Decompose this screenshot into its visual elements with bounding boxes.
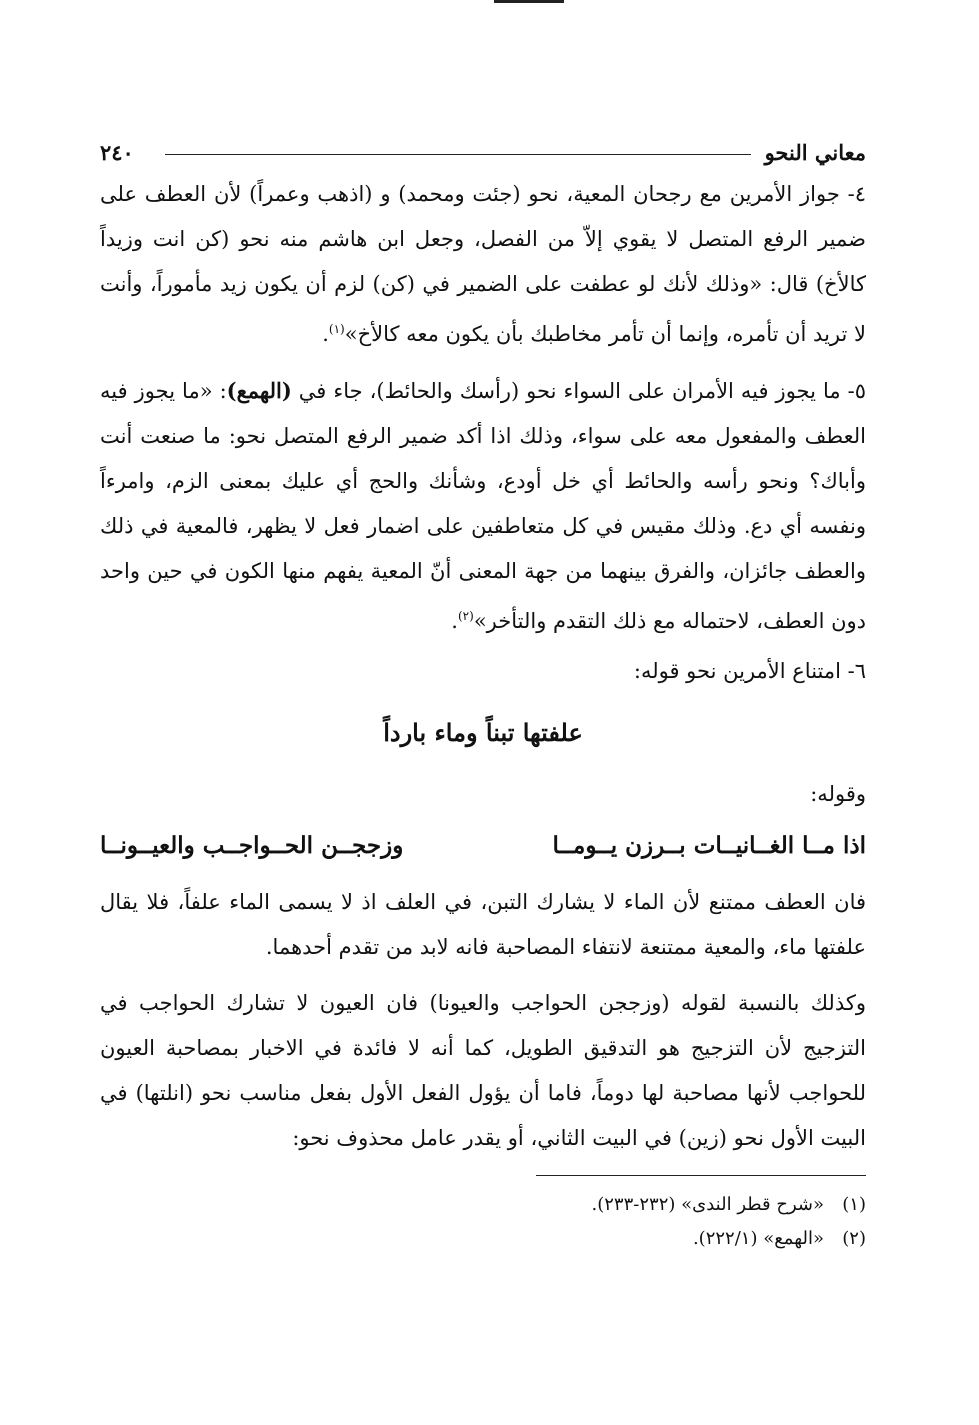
footnote-2-number: (٢) [842, 1228, 866, 1249]
paragraph-5-intro: ٥- ما يجوز فيه الأمران على السواء نحو (رأسك والحائط)، جاء في [291, 379, 867, 403]
header-rule [165, 154, 751, 155]
paragraph-8: وكذلك بالنسبة لقوله (وزججن الحواجب والعيونا) فان العيون لا تشارك الحواجب في التزجيج لأن التزجيج هو التدقيق الطويل، كما أنه لا فائدة في الاخبار بمصاحبة العيون للحواجب لأنها مصاحبة لها دوماً، فاما أن يؤول الفعل الأول بفعل مناسب نحو (انلتها) في البيت الأول نحو (زين) في البيت الثاني، أو يقدر عامل محذوف نحو: [100, 991, 866, 1150]
verse-2-second-hemistich: وزججــن الحــواجــب والعيــونــا [100, 832, 404, 859]
source-hama: (الهمع) [226, 378, 292, 403]
verse-2 [100, 822, 866, 870]
page-body [100, 138, 866, 1256]
footnote-ref-1: (١) [328, 322, 345, 336]
verse-2-first-hemistich: اذا مــا الغــانيــات بــرزن يــومــا [552, 832, 866, 859]
book-title: معاني النحو [764, 140, 866, 165]
footnote-1-text: «شرح قطر الندى» (٢٣٢-٢٣٣). [591, 1194, 824, 1215]
running-header [100, 138, 866, 172]
page-number: ٢٤٠ [100, 140, 134, 165]
qawluh-label: وقوله: [810, 782, 866, 806]
footnote-2-text: «الهمع» (٢٢٢/١). [692, 1228, 824, 1249]
footnote-1 [100, 1188, 866, 1222]
paragraph-4-text: ٤- جواز الأمرين مع رجحان المعية، نحو (جئت ومحمد) و (اذهب وعمراً) لأن العطف على ضمير الرفع المتصل لا يقوي إلاّ من الفصل، وجعل ابن هاشم منه نحو (كن انت وزيداً كالأخ) قال: «وذلك لأنك لو عطفت على الضمير في (كن) لزم أن يكون زيد مأموراً، وأنت لا تريد أن تأمره، وإنما أن تأمر مخاطبك بأن يكون معه كالأخ» [100, 182, 866, 346]
paragraph-5-body: : «ما يجوز فيه العطف والمفعول معه على سواء، وذلك اذا أكد ضمير الرفع المتصل نحو: ما صنعت أنت وأباك؟ ونحو رأسه والحائط أي خل أودع، وشأنك والحج أي عليك بمعنى الزم، وامرءاً ونفسه أي دع. وذلك مقيس في كل متعاطفين على اضمار فعل لا يظهر، فالمعية في ذلك والعطف جائزان، والفرق بينهما من جهة المعنى أنّ المعية يفهم منها الكون في حين واحد دون العطف، لاحتماله مع ذلك التقدم والتأخر» [100, 379, 867, 633]
footnote-2 [100, 1222, 866, 1256]
paragraph-7: فان العطف ممتنع لأن الماء لا يشارك التبن، في العلف اذ لا يسمى الماء علفاً، فلا يقال علفتها ماء، والمعية ممتنعة لانتفاء المصاحبة فانه لابد من تقدم أحدهما. [100, 890, 866, 959]
top-edge-mark [494, 0, 564, 3]
footnote-rule [536, 1175, 866, 1176]
verse-1: علفتها تبناً وماء بارداً [383, 718, 583, 747]
paragraph-4: ٤- جواز الأمرين مع رجحان المعية، نحو (جئت ومحمد) و (اذهب وعمراً) لأن العطف على ضمير الرفع المتصل لا يقوي إلاّ من الفصل، وجعل ابن هاشم منه نحو (كن انت وزيداً كالأخ) قال: «وذلك لأنك لو عطفت على الضمير في (كن) لزم أن يكون زيد مأموراً، وأنت لا تريد أن تأمره، وإنما أن تأمر مخاطبك بأن يكون معه كالأخ»$^{(١)}$. [100, 182, 866, 346]
footnote-1-number: (١) [842, 1194, 866, 1215]
paragraph-6: ٦- امتناع الأمرين نحو قوله: [633, 659, 866, 683]
footnote-ref-2: (٢) [457, 609, 474, 623]
paragraph-5: ٥- ما يجوز فيه الأمران على السواء نحو (رأسك والحائط)، جاء في (الهمع): «ما يجوز فيه العطف والمفعول معه على سواء، وذلك اذا أكد ضمير الرفع المتصل نحو: ما صنعت أنت وأباك؟ ونحو رأسه والحائط أي خل أودع، وشأنك والحج أي عليك بمعنى الزم، وامرءاً ونفسه أي دع. وذلك مقيس في كل متعاطفين على اضمار فعل لا يظهر، فالمعية في ذلك والعطف جائزان، والفرق بينهما من جهة المعنى أنّ المعية يفهم منها الكون في حين واحد دون العطف، لاحتماله مع ذلك التقدم والتأخر»$^{(٢)}$. [100, 378, 867, 633]
